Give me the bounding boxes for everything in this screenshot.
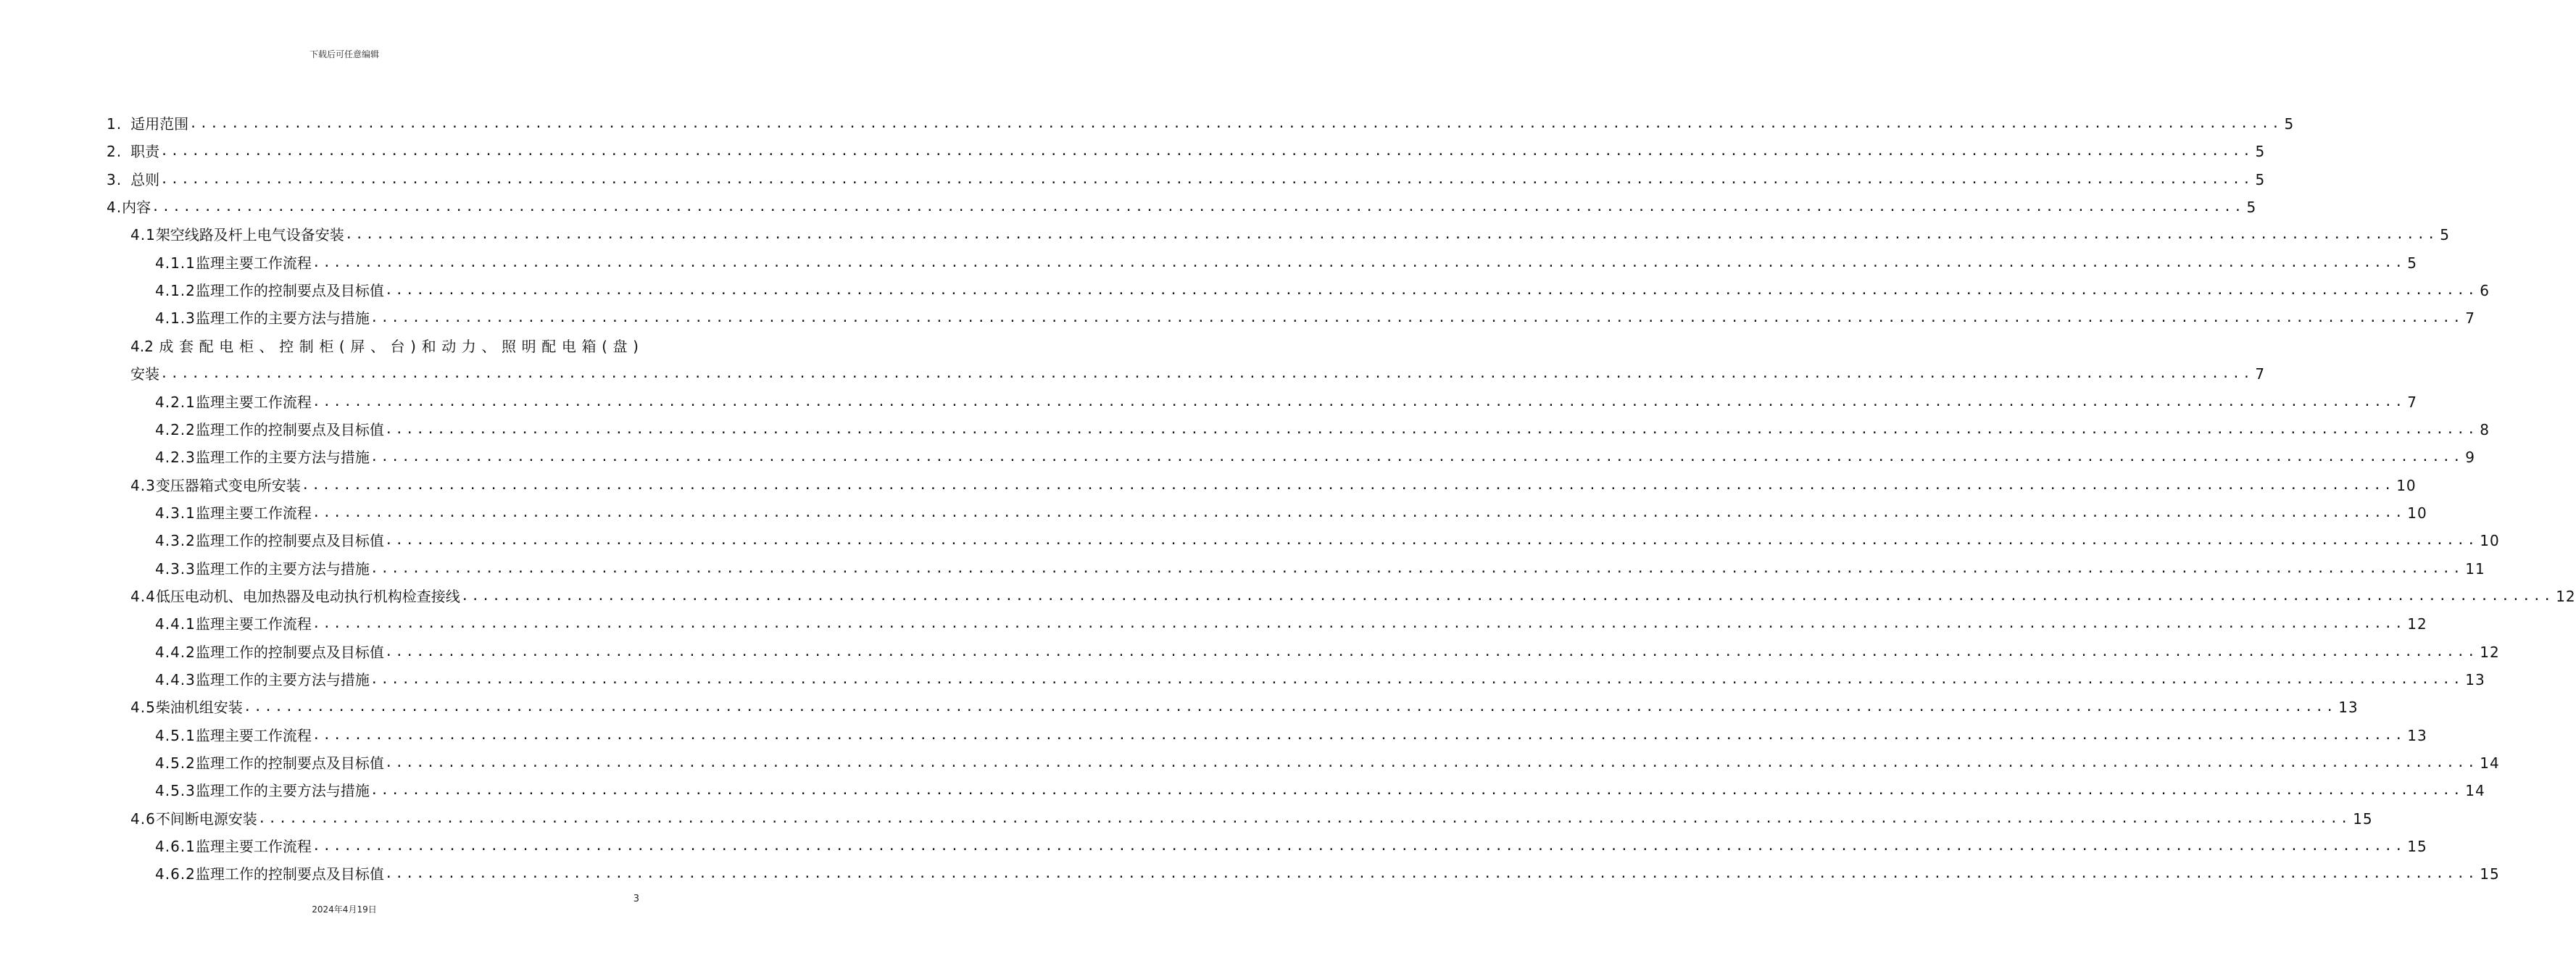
toc-entry-title-char: ) (410, 337, 416, 355)
toc-entry-page: 7 (2465, 309, 2476, 328)
toc-entry-page: 12 (2556, 587, 2576, 605)
toc-entry-number: 2. (107, 143, 122, 161)
toc-entry-page: 10 (2396, 476, 2417, 494)
toc-entry-number: 4.2 (130, 337, 154, 355)
toc-entry-page: 13 (2465, 671, 2485, 688)
toc-entry-page: 12 (2407, 615, 2427, 633)
toc-entry-title-char: ( (602, 337, 607, 355)
toc-dot-leader: ........................................................................................................................................................................................................ (384, 283, 2478, 299)
toc-entry[interactable] (155, 773, 2485, 800)
toc-dot-leader: ........................................................................................................................................................................................................ (312, 504, 2406, 520)
toc-dot-leader: ........................................................................................................................................................................................................ (243, 699, 2337, 715)
toc-entry-number: 4.5.2 (155, 754, 196, 773)
toc-entry-number: 4.5 (130, 699, 156, 717)
toc-entry[interactable] (155, 828, 2427, 856)
toc-entry[interactable] (130, 578, 2576, 606)
toc-entry-title: 低压电动机、电加热器及电动执行机构检查接线 (155, 587, 460, 605)
toc-entry-title: 变压器箱式变电所安装 (155, 476, 301, 494)
toc-dot-leader: ........................................................................................................................................................................................................ (312, 838, 2406, 854)
toc-entry[interactable] (155, 412, 2490, 439)
toc-entry-number: 4.2.3 (155, 449, 196, 467)
toc-entry-title-char: 电 (561, 337, 576, 355)
toc-entry-number: 4.3.2 (155, 532, 196, 550)
toc-entry-page: 12 (2480, 643, 2500, 661)
toc-entry-number: 4.3.1 (155, 504, 196, 522)
toc-dot-leader: ........................................................................................................................................................................................................ (312, 394, 2406, 409)
toc-entry-number: 4.4.1 (155, 615, 196, 633)
toc-dot-leader: ........................................................................................................................................................................................................ (151, 199, 2245, 215)
toc-dot-leader: ........................................................................................................................................................................................................ (312, 616, 2406, 632)
toc-dot-leader: ........................................................................................................................................................................................................ (384, 866, 2478, 882)
toc-dot-leader: ........................................................................................................................................................................................................ (370, 560, 2464, 576)
toc-entry[interactable] (130, 467, 2417, 495)
toc-entry-title-tail: 安装 (130, 365, 159, 383)
toc-entry-title: 监理主要工作流程 (195, 838, 312, 856)
toc-entry-page: 7 (2407, 393, 2418, 411)
toc-dot-leader: ........................................................................................................................................................................................................ (370, 672, 2464, 687)
toc-entry-title: 监理主要工作流程 (195, 254, 312, 272)
toc-dot-leader: ........................................................................................................................................................................................................ (384, 533, 2478, 549)
toc-entry[interactable] (155, 745, 2500, 773)
toc-dot-leader: ........................................................................................................................................................................................................ (460, 588, 2554, 604)
toc-entry-title: 内容 (122, 199, 151, 217)
toc-entry[interactable] (107, 106, 2295, 133)
toc-entry-number: 4.6.1 (155, 838, 196, 856)
toc-entry[interactable] (155, 634, 2500, 662)
toc-entry-title-char: 屏 (350, 337, 365, 355)
toc-entry-number: 4.2.1 (155, 393, 196, 411)
toc-entry-title: 监理工作的控制要点及目标值 (195, 865, 384, 883)
toc-dot-leader: ........................................................................................................................................................................................................ (301, 477, 2395, 493)
toc-entry-title: 监理主要工作流程 (195, 726, 312, 744)
toc-entry-title: 监理工作的控制要点及目标值 (195, 420, 384, 438)
toc-entry-page: 10 (2480, 532, 2500, 550)
toc-entry[interactable] (107, 133, 2266, 161)
toc-entry-page: 13 (2338, 699, 2359, 717)
toc-dot-leader: ........................................................................................................................................................................................................ (370, 310, 2464, 326)
toc-dot-leader: ........................................................................................................................................................................................................ (384, 421, 2478, 437)
toc-entry[interactable] (155, 523, 2500, 550)
toc-entry-title: 监理主要工作流程 (195, 615, 312, 633)
toc-entry-title-char: 力 (461, 337, 476, 355)
toc-entry-title-char: 、 (370, 337, 385, 355)
toc-entry-page: 14 (2465, 782, 2485, 800)
toc-entry-title: 监理工作的控制要点及目标值 (195, 643, 384, 661)
toc-entry-number: 4.3.3 (155, 559, 196, 578)
toc-dot-leader: ........................................................................................................................................................................................................ (189, 116, 2282, 131)
toc-entry-title-char: 台 (390, 337, 405, 355)
toc-entry-title: 不间断电源安装 (155, 809, 257, 828)
toc-entry-number: 4.1.1 (155, 254, 196, 272)
toc-entry-page: 5 (2284, 115, 2295, 133)
toc-entry-title-char: 制 (299, 337, 314, 355)
toc-entry-number: 4.6 (130, 809, 156, 828)
toc-entry-number: 4.3 (130, 476, 156, 494)
toc-entry[interactable] (155, 245, 2418, 272)
toc-entry[interactable] (155, 384, 2418, 412)
toc-entry[interactable] (155, 606, 2427, 633)
toc-entry-number: 4.5.1 (155, 726, 196, 744)
toc-entry[interactable] (155, 662, 2485, 689)
toc-entry-title: 监理工作的控制要点及目标值 (195, 754, 384, 773)
toc-entry-title-char: 成 (159, 337, 174, 355)
toc-entry[interactable] (107, 189, 2257, 217)
toc-entry-page: 5 (2255, 170, 2266, 188)
toc-entry-number: 4.4.3 (155, 671, 196, 688)
toc-entry-title: 架空线路及杆上电气设备安装 (155, 226, 344, 244)
toc-entry-wrap-line[interactable] (130, 337, 639, 356)
toc-entry-title: 监理工作的控制要点及目标值 (195, 282, 384, 300)
toc-entry[interactable] (155, 495, 2427, 523)
toc-entry[interactable] (130, 356, 2266, 383)
toc-entry-number: 4. (107, 199, 122, 217)
toc-entry-title-char: 箱 (581, 337, 597, 355)
page-number: 3 (633, 894, 639, 904)
toc-entry-number: 4.4.2 (155, 643, 196, 661)
toc-dot-leader: ........................................................................................................................................................................................................ (384, 644, 2478, 659)
toc-entry[interactable] (155, 551, 2485, 578)
toc-entry-number: 4.6.2 (155, 865, 196, 883)
toc-entry-page: 14 (2480, 754, 2500, 773)
toc-entry-title-char: 控 (279, 337, 294, 355)
toc-entry-title-char: 和 (421, 337, 436, 355)
toc-dot-leader: ........................................................................................................................................................................................................ (384, 755, 2478, 771)
toc-entry-title-char: 明 (521, 337, 536, 355)
toc-dot-leader: ........................................................................................................................................................................................................ (160, 366, 2253, 382)
toc-dot-leader: ........................................................................................................................................................................................................ (370, 449, 2464, 465)
toc-entry-page: 10 (2407, 504, 2427, 522)
toc-entry-title-char: 套 (179, 337, 194, 355)
toc-entry-title-char: 盘 (612, 337, 628, 355)
toc-entry-title: 监理工作的主要方法与措施 (195, 671, 370, 688)
toc-entry[interactable] (155, 856, 2500, 883)
toc-entry-title: 监理主要工作流程 (195, 393, 312, 411)
toc-entry-page: 13 (2407, 726, 2427, 744)
page-header: 下载后可任意编辑 (309, 49, 379, 59)
toc-entry-title: 职责 (130, 143, 160, 161)
toc-entry-number: 4.4 (130, 587, 156, 605)
toc-entry-title: 总则 (130, 170, 160, 188)
toc-entry[interactable] (130, 801, 2373, 828)
toc-entry-title-char: 柜 (238, 337, 254, 355)
toc-dot-leader: ........................................................................................................................................................................................................ (312, 254, 2406, 270)
toc-entry-title: 适用范围 (130, 115, 189, 133)
toc-entry-title-char: 、 (259, 337, 274, 355)
toc-entry-page: 15 (2353, 809, 2373, 828)
toc-entry[interactable] (130, 689, 2359, 717)
toc-dot-leader: ........................................................................................................................................................................................................ (312, 727, 2406, 743)
toc-dot-leader: ........................................................................................................................................................................................................ (160, 143, 2253, 159)
toc-entry-title-char: 柜 (319, 337, 334, 355)
toc-entry-title-char: 照 (502, 337, 517, 355)
toc-entry-title: 监理工作的主要方法与措施 (195, 309, 370, 328)
toc-entry[interactable] (155, 272, 2490, 300)
toc-entry[interactable] (155, 300, 2476, 328)
toc-entry-title-char: ) (633, 337, 639, 355)
toc-entry-number: 4.1.2 (155, 282, 196, 300)
toc-entry-number: 4.1.3 (155, 309, 196, 328)
toc-entry-page: 15 (2407, 838, 2427, 856)
toc-entry-page: 5 (2407, 254, 2418, 272)
toc-entry-title: 监理工作的控制要点及目标值 (195, 532, 384, 550)
toc-entry-title-char: ( (338, 337, 345, 355)
toc-entry-title-char: 配 (541, 337, 557, 355)
toc-entry-title: 监理工作的主要方法与措施 (195, 559, 370, 578)
toc-entry[interactable] (155, 439, 2476, 467)
toc-entry-number: 1. (107, 115, 122, 133)
toc-entry-number: 4.5.3 (155, 782, 196, 800)
toc-entry-title-char: 配 (199, 337, 214, 355)
toc-entry-page: 7 (2255, 365, 2266, 383)
toc-entry-number: 4.2.2 (155, 420, 196, 438)
toc-entry-number: 4.1 (130, 226, 156, 244)
toc-entry-page: 5 (2440, 226, 2450, 244)
toc-dot-leader: ........................................................................................................................................................................................................ (370, 783, 2464, 799)
toc-entry-page: 6 (2480, 282, 2490, 300)
toc-entry-page: 5 (2246, 199, 2257, 217)
toc-dot-leader: ........................................................................................................................................................................................................ (160, 171, 2253, 187)
toc-entry[interactable] (130, 217, 2450, 244)
toc-entry-title: 监理工作的主要方法与措施 (195, 782, 370, 800)
toc-entry-page: 9 (2465, 449, 2476, 467)
toc-entry-title-char: 、 (481, 337, 496, 355)
toc-entry-title-char: 动 (441, 337, 457, 355)
toc-entry-page: 11 (2465, 559, 2485, 578)
page-footer-date: 2024年4月19日 (312, 904, 377, 915)
toc-entry-page: 15 (2480, 865, 2500, 883)
toc-entry-title: 监理主要工作流程 (195, 504, 312, 522)
toc-entry[interactable] (107, 162, 2266, 189)
toc-entry-title: 柴油机组安装 (155, 699, 243, 717)
toc-entry-number: 3. (107, 170, 122, 188)
toc-entry-title: 监理工作的主要方法与措施 (195, 449, 370, 467)
toc-dot-leader: ........................................................................................................................................................................................................ (257, 810, 2351, 826)
toc-entry[interactable] (155, 717, 2427, 745)
toc-entry-page: 8 (2480, 420, 2490, 438)
toc-dot-leader: ........................................................................................................................................................................................................ (344, 227, 2438, 243)
toc-entry-page: 5 (2255, 143, 2266, 161)
toc-entry-title-char: 电 (219, 337, 234, 355)
